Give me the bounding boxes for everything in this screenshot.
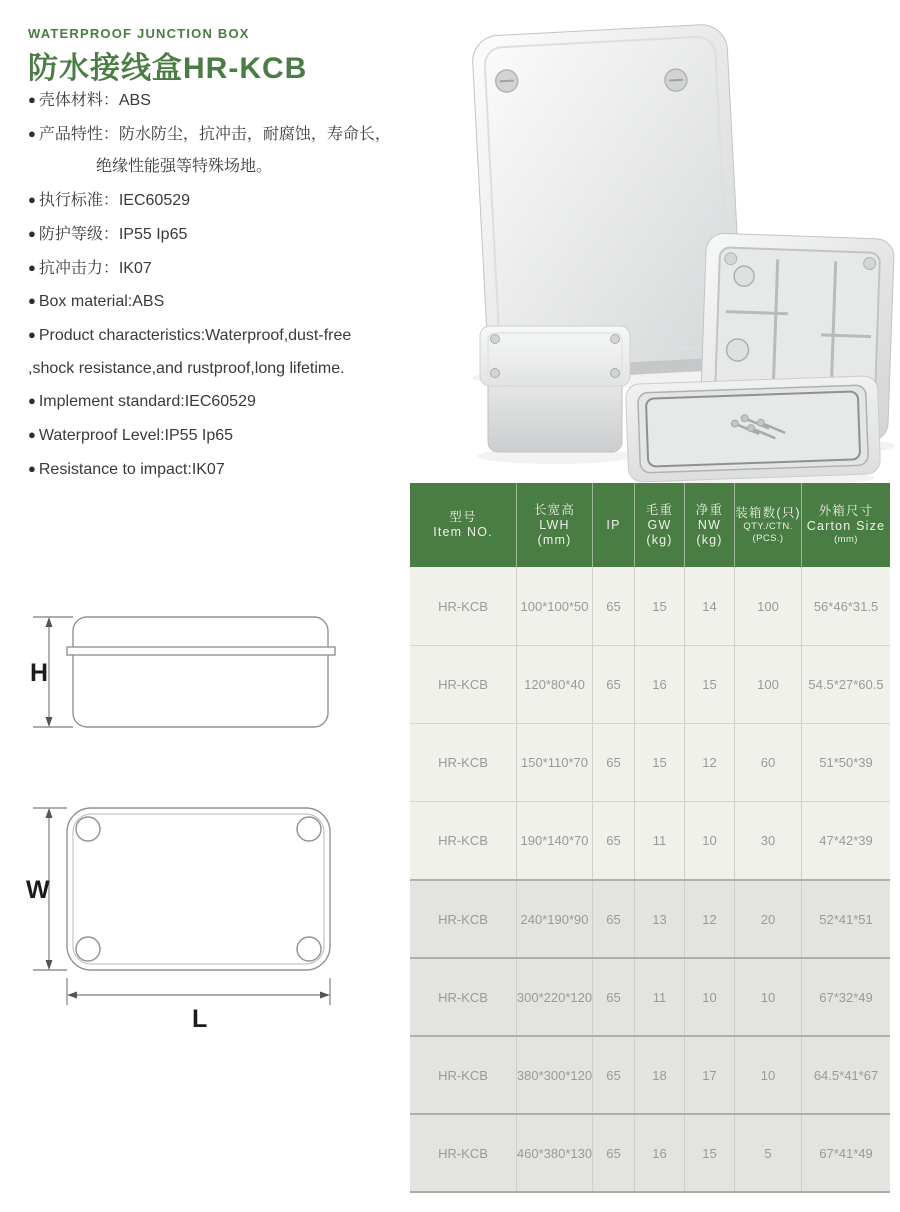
table-cell: 65 (593, 567, 635, 645)
header-line: 净重 (695, 502, 724, 517)
table-cell: 10 (735, 959, 802, 1035)
table-row (410, 801, 890, 879)
bullet-icon: ● (28, 460, 36, 476)
table-cell: 11 (635, 959, 685, 1035)
table-cell: 240*190*90 (517, 881, 593, 957)
spec-line (28, 359, 433, 379)
table-cell: 14 (685, 567, 735, 645)
table-cell: 15 (635, 724, 685, 801)
spec-line (28, 90, 433, 111)
spec-list (28, 90, 433, 492)
header-line: LWH (539, 517, 570, 532)
top-view-drawing (33, 808, 330, 1005)
table-cell: 65 (593, 802, 635, 879)
page-title: 防水接线盒HR-KCB (28, 52, 308, 85)
table-cell: 65 (593, 646, 635, 723)
table-row (410, 957, 890, 1035)
header-line: (PCS.) (752, 532, 784, 544)
spec-text: 抗冲击力：IK07 (38, 259, 152, 277)
side-view-drawing (33, 617, 335, 727)
table-cell: HR-KCB (410, 646, 517, 723)
table-cell: 47*42*39 (819, 833, 873, 848)
table-row (410, 723, 890, 801)
spec-line (28, 325, 433, 346)
table-cell: 150*110*70 (517, 724, 593, 801)
spec-text: 防护等级：IP55 Ip65 (38, 225, 188, 243)
header-line: Item NO. (433, 525, 493, 539)
table-cell: HR-KCB (410, 1037, 517, 1113)
header-line: (kg) (646, 532, 673, 547)
table-row (410, 879, 890, 957)
page-header (28, 26, 307, 87)
header-line: GW (647, 517, 672, 532)
table-cell: 11 (635, 802, 685, 879)
closed-box-small-image (480, 326, 630, 452)
header-line: Carton Size (806, 519, 886, 533)
table-cell: 15 (685, 1115, 735, 1191)
header-line: (mm) (834, 534, 858, 545)
header-line: (kg) (696, 532, 723, 547)
spec-text: Waterproof Level:IP55 Ip65 (38, 427, 234, 445)
table-cell: 65 (593, 1115, 635, 1191)
table-header-cell (802, 483, 890, 567)
l-dimension-label: L (192, 1005, 208, 1033)
table-cell: 10 (685, 959, 735, 1035)
header-line: QTY./CTN. (743, 520, 793, 532)
spec-text: Product characteristics:Waterproof,dust-free (38, 326, 352, 344)
bullet-icon: ● (28, 427, 36, 443)
table-cell: HR-KCB (410, 802, 517, 879)
table-header-cell (517, 483, 593, 567)
table-cell: 54.5*27*60.5 (808, 677, 884, 692)
table-cell: 5 (735, 1115, 802, 1191)
table-cell: 65 (593, 881, 635, 957)
spec-line (28, 258, 433, 279)
h-dimension-label: H (30, 659, 49, 687)
table-cell: HR-KCB (410, 881, 517, 957)
table-body (410, 567, 890, 1193)
table-cell: 120*80*40 (517, 646, 593, 723)
spec-text: ,shock resistance,and rustproof,long lifetime. (28, 359, 345, 377)
table-cell: 12 (685, 881, 735, 957)
table-cell: 67*32*49 (819, 989, 873, 1005)
header-line: (mm) (537, 532, 572, 547)
table-cell: 17 (685, 1037, 735, 1113)
table-cell: 100 (735, 646, 802, 723)
spec-text: 执行标准：IEC60529 (38, 192, 191, 210)
spec-text: Resistance to impact:IK07 (38, 460, 225, 478)
table-row (410, 567, 890, 645)
bullet-icon: ● (28, 393, 36, 409)
spec-text: 产品特性：防水防尘，抗冲击，耐腐蚀，寿命长， (38, 125, 391, 143)
header-line: NW (697, 517, 722, 532)
dimension-drawings (20, 595, 400, 1035)
table-cell: 100 (735, 567, 802, 645)
table-cell: 67*41*49 (819, 1145, 873, 1161)
table-cell: 65 (593, 724, 635, 801)
spec-line (28, 157, 433, 177)
product-photo (435, 18, 895, 483)
table-cell: 16 (635, 646, 685, 723)
table-cell: 12 (685, 724, 735, 801)
table-cell: 30 (735, 802, 802, 879)
header-line: 外箱尺寸 (818, 504, 874, 518)
spec-text: Implement standard:IEC60529 (38, 393, 256, 411)
table-cell: 460*380*130 (517, 1115, 593, 1191)
table-cell: 16 (635, 1115, 685, 1191)
bullet-icon: ● (28, 92, 36, 107)
bullet-icon: ● (28, 192, 36, 208)
table-row (410, 645, 890, 723)
table-cell: HR-KCB (410, 724, 517, 801)
table-header-cell (410, 483, 517, 567)
header-line: 型号 (449, 510, 477, 524)
spec-table (410, 483, 890, 1193)
w-dimension-label: W (26, 876, 50, 904)
header-line: 长宽高 (533, 502, 576, 517)
table-cell: 64.5*41*67 (813, 1067, 879, 1083)
bullet-icon: ● (28, 293, 36, 309)
table-cell: HR-KCB (410, 959, 517, 1035)
table-header-row (410, 483, 890, 567)
bullet-icon: ● (28, 259, 36, 275)
spec-text: Box material:ABS (38, 293, 165, 311)
table-header-cell (685, 483, 735, 567)
table-cell: 65 (593, 1037, 635, 1113)
bullet-icon: ● (28, 326, 36, 342)
eyebrow-title: WATERPROOF JUNCTION BOX (28, 26, 250, 41)
table-cell: 18 (635, 1037, 685, 1113)
table-cell: 15 (635, 567, 685, 645)
table-cell: 13 (635, 881, 685, 957)
table-header-cell (593, 483, 635, 567)
header-line: IP (606, 517, 621, 532)
table-cell: 20 (735, 881, 802, 957)
spec-line (28, 291, 433, 312)
table-cell: 60 (735, 724, 802, 801)
spec-line (28, 425, 433, 446)
table-cell: HR-KCB (410, 567, 517, 645)
spec-line (28, 224, 433, 245)
lid-tray-image (625, 376, 880, 483)
table-row (410, 1035, 890, 1113)
table-cell: 100*100*50 (517, 567, 593, 645)
table-cell: 56*46*31.5 (813, 598, 879, 614)
table-cell: 51*50*39 (819, 755, 873, 770)
table-cell: 380*300*120 (517, 1037, 593, 1113)
bullet-icon: ● (28, 125, 36, 141)
spec-line (28, 124, 433, 145)
table-header-cell (735, 483, 802, 567)
header-line: 毛重 (645, 502, 674, 517)
header-line: 装箱数(只) (735, 505, 801, 520)
table-cell: 10 (685, 802, 735, 879)
table-row (410, 1113, 890, 1191)
spec-text: 壳体材料：ABS (38, 92, 151, 109)
spec-line (28, 459, 433, 480)
table-cell: 300*220*120 (517, 959, 593, 1035)
table-cell: HR-KCB (410, 1115, 517, 1191)
spec-text: 绝缘性能强等特殊场地。 (96, 158, 273, 176)
spec-line (28, 190, 433, 211)
spec-line (28, 391, 433, 412)
table-header-cell (635, 483, 685, 567)
table-cell: 10 (735, 1037, 802, 1113)
table-cell: 52*41*51 (819, 911, 873, 927)
bullet-icon: ● (28, 225, 36, 241)
table-cell: 15 (685, 646, 735, 723)
table-cell: 190*140*70 (517, 802, 593, 879)
table-cell: 65 (593, 959, 635, 1035)
